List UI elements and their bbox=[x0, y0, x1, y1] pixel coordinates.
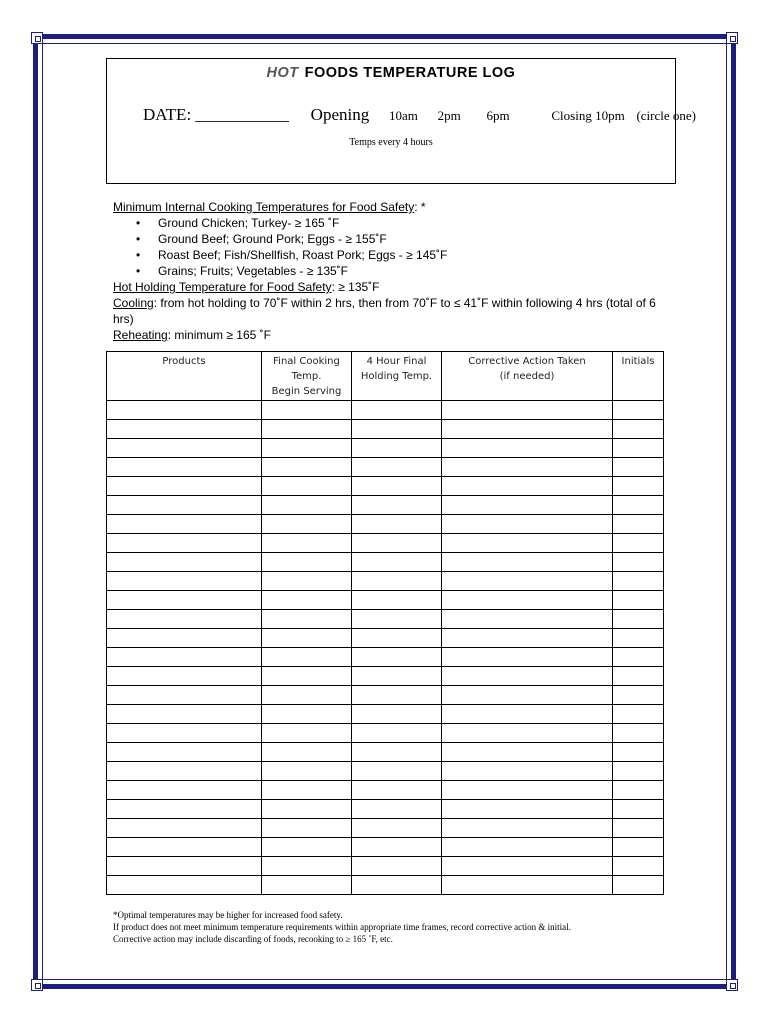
table-row bbox=[107, 705, 664, 724]
corrective-action-cell[interactable] bbox=[442, 572, 613, 591]
table-row bbox=[107, 724, 664, 743]
product-cell[interactable] bbox=[107, 553, 262, 572]
initials-cell[interactable] bbox=[613, 553, 664, 572]
cooling-heading: Cooling bbox=[113, 296, 154, 310]
initials-cell[interactable] bbox=[613, 591, 664, 610]
holding-temp-cell[interactable] bbox=[352, 458, 442, 477]
min-cooking-suffix: : * bbox=[414, 200, 426, 214]
table-row bbox=[107, 629, 664, 648]
cooling-line bbox=[113, 295, 673, 327]
reheating-heading: Reheating bbox=[113, 328, 168, 342]
initials-cell[interactable] bbox=[613, 686, 664, 705]
initials-cell[interactable] bbox=[613, 401, 664, 420]
page-title bbox=[107, 65, 675, 81]
table-row bbox=[107, 800, 664, 819]
product-cell[interactable] bbox=[107, 439, 262, 458]
initials-cell[interactable] bbox=[613, 705, 664, 724]
corrective-action-cell[interactable] bbox=[442, 724, 613, 743]
holding-temp-cell[interactable] bbox=[352, 743, 442, 762]
initials-cell[interactable] bbox=[613, 439, 664, 458]
time-option-10am[interactable]: 10am bbox=[388, 108, 418, 123]
holding-temp-cell[interactable] bbox=[352, 591, 442, 610]
product-cell[interactable] bbox=[107, 629, 262, 648]
table-row bbox=[107, 572, 664, 591]
reheating-line bbox=[113, 327, 673, 343]
product-cell[interactable] bbox=[107, 819, 262, 838]
product-cell[interactable] bbox=[107, 572, 262, 591]
table-row bbox=[107, 401, 664, 420]
holding-temp-cell[interactable] bbox=[352, 686, 442, 705]
holding-temp-cell[interactable] bbox=[352, 648, 442, 667]
final-temp-cell[interactable] bbox=[262, 477, 352, 496]
initials-cell[interactable] bbox=[613, 534, 664, 553]
corner-ornament-bottom-left bbox=[31, 979, 43, 991]
holding-temp-cell[interactable] bbox=[352, 838, 442, 857]
temperature-guidelines bbox=[113, 199, 673, 343]
holding-temp-cell[interactable] bbox=[352, 724, 442, 743]
time-option-6pm[interactable]: 6pm bbox=[486, 108, 510, 123]
corrective-action-cell[interactable] bbox=[442, 439, 613, 458]
final-temp-cell[interactable] bbox=[262, 857, 352, 876]
product-cell[interactable] bbox=[107, 800, 262, 819]
holding-temp-cell[interactable] bbox=[352, 515, 442, 534]
final-temp-cell[interactable] bbox=[262, 743, 352, 762]
final-temp-cell[interactable] bbox=[262, 629, 352, 648]
final-temp-cell[interactable] bbox=[262, 838, 352, 857]
holding-temp-cell[interactable] bbox=[352, 439, 442, 458]
holding-temp-cell[interactable] bbox=[352, 477, 442, 496]
final-temp-cell[interactable] bbox=[262, 667, 352, 686]
initials-cell[interactable] bbox=[613, 458, 664, 477]
initials-cell[interactable] bbox=[613, 838, 664, 857]
table-row bbox=[107, 667, 664, 686]
product-cell[interactable] bbox=[107, 743, 262, 762]
initials-cell[interactable] bbox=[613, 610, 664, 629]
product-cell[interactable] bbox=[107, 705, 262, 724]
product-cell[interactable] bbox=[107, 477, 262, 496]
corrective-action-cell[interactable] bbox=[442, 420, 613, 439]
table-row bbox=[107, 686, 664, 705]
initials-cell[interactable] bbox=[613, 629, 664, 648]
final-temp-cell[interactable] bbox=[262, 439, 352, 458]
table-row bbox=[107, 610, 664, 629]
table-row bbox=[107, 439, 664, 458]
holding-temp-cell[interactable] bbox=[352, 819, 442, 838]
closing-option[interactable]: Closing 10pm bbox=[551, 108, 625, 123]
reheating-text: : minimum ≥ 165 ˚F bbox=[167, 328, 271, 342]
list-item: • Grains; Fruits; Vegetables - ≥ 135˚F bbox=[158, 263, 673, 279]
product-cell[interactable] bbox=[107, 458, 262, 477]
corner-ornament-top-left bbox=[31, 32, 43, 44]
holding-temp-cell[interactable] bbox=[352, 553, 442, 572]
initials-cell[interactable] bbox=[613, 648, 664, 667]
corrective-action-cell[interactable] bbox=[442, 591, 613, 610]
final-temp-cell[interactable] bbox=[262, 648, 352, 667]
table-row bbox=[107, 857, 664, 876]
circle-one-note: (circle one) bbox=[636, 108, 696, 123]
product-cell[interactable] bbox=[107, 762, 262, 781]
col-initials: Initials bbox=[613, 352, 664, 401]
corrective-action-cell[interactable] bbox=[442, 629, 613, 648]
corrective-action-cell[interactable] bbox=[442, 515, 613, 534]
holding-temp-cell[interactable] bbox=[352, 667, 442, 686]
hot-holding-heading: Hot Holding Temperature for Food Safety bbox=[113, 280, 332, 294]
table-row bbox=[107, 420, 664, 439]
holding-temp-cell[interactable] bbox=[352, 876, 442, 895]
final-temp-cell[interactable] bbox=[262, 686, 352, 705]
corrective-action-cell[interactable] bbox=[442, 857, 613, 876]
table-row bbox=[107, 876, 664, 895]
product-cell[interactable] bbox=[107, 876, 262, 895]
holding-temp-cell[interactable] bbox=[352, 572, 442, 591]
initials-cell[interactable] bbox=[613, 781, 664, 800]
holding-temp-cell[interactable] bbox=[352, 496, 442, 515]
corrective-action-cell[interactable] bbox=[442, 401, 613, 420]
log-rows bbox=[107, 401, 664, 895]
initials-cell[interactable] bbox=[613, 819, 664, 838]
min-cooking-list bbox=[113, 215, 673, 279]
table-row bbox=[107, 515, 664, 534]
corrective-action-cell[interactable] bbox=[442, 648, 613, 667]
final-temp-cell[interactable] bbox=[262, 724, 352, 743]
holding-temp-cell[interactable] bbox=[352, 800, 442, 819]
time-options bbox=[373, 108, 510, 125]
list-item: • Roast Beef; Fish/Shellfish, Roast Pork; Eggs - ≥ 145˚F bbox=[158, 247, 673, 263]
initials-cell[interactable] bbox=[613, 724, 664, 743]
final-temp-cell[interactable] bbox=[262, 591, 352, 610]
initials-cell[interactable] bbox=[613, 496, 664, 515]
final-temp-cell[interactable] bbox=[262, 553, 352, 572]
table-row bbox=[107, 838, 664, 857]
corrective-action-cell[interactable] bbox=[442, 553, 613, 572]
table-row bbox=[107, 496, 664, 515]
time-option-2pm[interactable]: 2pm bbox=[437, 108, 461, 123]
table-row bbox=[107, 534, 664, 553]
min-cooking-line bbox=[113, 199, 673, 215]
title-hot: HOT bbox=[266, 65, 299, 81]
product-cell[interactable] bbox=[107, 515, 262, 534]
footnote-line-1: *Optimal temperatures may be higher for increased food safety. bbox=[113, 910, 343, 920]
initials-cell[interactable] bbox=[613, 515, 664, 534]
corrective-action-cell[interactable] bbox=[442, 762, 613, 781]
corrective-action-cell[interactable] bbox=[442, 686, 613, 705]
final-temp-cell[interactable] bbox=[262, 819, 352, 838]
list-item: • Ground Beef; Ground Pork; Eggs - ≥ 155˚F bbox=[158, 231, 673, 247]
table-row bbox=[107, 458, 664, 477]
corrective-action-cell[interactable] bbox=[442, 838, 613, 857]
holding-temp-cell[interactable] bbox=[352, 781, 442, 800]
footnote-line-2: If product does not meet minimum temperature requirements within appropriate time frames, record corrective action & initial. bbox=[113, 922, 571, 932]
table-row bbox=[107, 781, 664, 800]
initials-cell[interactable] bbox=[613, 762, 664, 781]
product-cell[interactable] bbox=[107, 648, 262, 667]
final-temp-cell[interactable] bbox=[262, 534, 352, 553]
table-row bbox=[107, 591, 664, 610]
final-temp-cell[interactable] bbox=[262, 572, 352, 591]
holding-temp-cell[interactable] bbox=[352, 610, 442, 629]
footnote bbox=[113, 909, 571, 945]
table-row bbox=[107, 477, 664, 496]
initials-cell[interactable] bbox=[613, 876, 664, 895]
table-row bbox=[107, 762, 664, 781]
table-row bbox=[107, 819, 664, 838]
hot-holding-line bbox=[113, 279, 673, 295]
header-box bbox=[106, 58, 696, 184]
cooling-text: : from hot holding to 70˚F within 2 hrs, then from 70˚F to ≤ 41˚F within following 4 hrs (total of 6 hrs) bbox=[113, 296, 656, 326]
product-cell[interactable] bbox=[107, 534, 262, 553]
final-temp-cell[interactable] bbox=[262, 705, 352, 724]
product-cell[interactable] bbox=[107, 667, 262, 686]
initials-cell[interactable] bbox=[613, 667, 664, 686]
initials-cell[interactable] bbox=[613, 572, 664, 591]
initials-cell[interactable] bbox=[613, 857, 664, 876]
holding-temp-cell[interactable] bbox=[352, 762, 442, 781]
final-temp-cell[interactable] bbox=[262, 800, 352, 819]
corrective-action-cell[interactable] bbox=[442, 705, 613, 724]
final-temp-cell[interactable] bbox=[262, 496, 352, 515]
product-cell[interactable] bbox=[107, 686, 262, 705]
holding-temp-cell[interactable] bbox=[352, 534, 442, 553]
initials-cell[interactable] bbox=[613, 800, 664, 819]
final-temp-cell[interactable] bbox=[262, 420, 352, 439]
hot-holding-value: : ≥ 135˚F bbox=[331, 280, 380, 294]
final-temp-cell[interactable] bbox=[262, 762, 352, 781]
corrective-action-cell[interactable] bbox=[442, 534, 613, 553]
corrective-action-cell[interactable] bbox=[442, 819, 613, 838]
col-products: Products bbox=[107, 352, 262, 401]
date-field[interactable]: DATE: ___________ bbox=[143, 105, 289, 124]
corrective-action-cell[interactable] bbox=[442, 477, 613, 496]
col-holding-temp: 4 Hour Final Holding Temp. bbox=[352, 352, 442, 401]
holding-temp-cell[interactable] bbox=[352, 857, 442, 876]
holding-temp-cell[interactable] bbox=[352, 629, 442, 648]
final-temp-cell[interactable] bbox=[262, 781, 352, 800]
table-row bbox=[107, 648, 664, 667]
opening-label: Opening bbox=[310, 105, 370, 124]
date-row bbox=[143, 105, 696, 125]
min-cooking-heading: Minimum Internal Cooking Temperatures for Food Safety bbox=[113, 200, 415, 214]
final-temp-cell[interactable] bbox=[262, 401, 352, 420]
product-cell[interactable] bbox=[107, 591, 262, 610]
product-cell[interactable] bbox=[107, 838, 262, 857]
title-rest: FOODS TEMPERATURE LOG bbox=[304, 65, 516, 81]
product-cell[interactable] bbox=[107, 610, 262, 629]
initials-cell[interactable] bbox=[613, 743, 664, 762]
product-cell[interactable] bbox=[107, 401, 262, 420]
product-cell[interactable] bbox=[107, 781, 262, 800]
corrective-action-cell[interactable] bbox=[442, 743, 613, 762]
footnote-line-3: Corrective action may include discarding of foods, recooking to ≥ 165 ˚F, etc. bbox=[113, 934, 393, 944]
corner-ornament-top-right bbox=[726, 32, 738, 44]
product-cell[interactable] bbox=[107, 496, 262, 515]
holding-temp-cell[interactable] bbox=[352, 401, 442, 420]
corrective-action-cell[interactable] bbox=[442, 800, 613, 819]
product-cell[interactable] bbox=[107, 857, 262, 876]
holding-temp-cell[interactable] bbox=[352, 420, 442, 439]
final-temp-cell[interactable] bbox=[262, 458, 352, 477]
initials-cell[interactable] bbox=[613, 420, 664, 439]
final-temp-cell[interactable] bbox=[262, 515, 352, 534]
subtitle: Temps every 4 hours bbox=[349, 137, 433, 148]
corrective-action-cell[interactable] bbox=[442, 496, 613, 515]
col-corrective-action: Corrective Action Taken (if needed) bbox=[442, 352, 613, 401]
corrective-action-cell[interactable] bbox=[442, 610, 613, 629]
table-header-row bbox=[107, 352, 664, 401]
list-item: • Ground Chicken; Turkey- ≥ 165 ˚F bbox=[158, 215, 673, 231]
table-row bbox=[107, 743, 664, 762]
initials-cell[interactable] bbox=[613, 477, 664, 496]
corrective-action-cell[interactable] bbox=[442, 667, 613, 686]
corrective-action-cell[interactable] bbox=[442, 876, 613, 895]
corner-ornament-bottom-right bbox=[726, 979, 738, 991]
corrective-action-cell[interactable] bbox=[442, 458, 613, 477]
temperature-log-table bbox=[106, 351, 664, 895]
product-cell[interactable] bbox=[107, 420, 262, 439]
product-cell[interactable] bbox=[107, 724, 262, 743]
corrective-action-cell[interactable] bbox=[442, 781, 613, 800]
col-final-cooking-temp: Final Cooking Temp. Begin Serving bbox=[262, 352, 352, 401]
final-temp-cell[interactable] bbox=[262, 610, 352, 629]
table-row bbox=[107, 553, 664, 572]
final-temp-cell[interactable] bbox=[262, 876, 352, 895]
holding-temp-cell[interactable] bbox=[352, 705, 442, 724]
